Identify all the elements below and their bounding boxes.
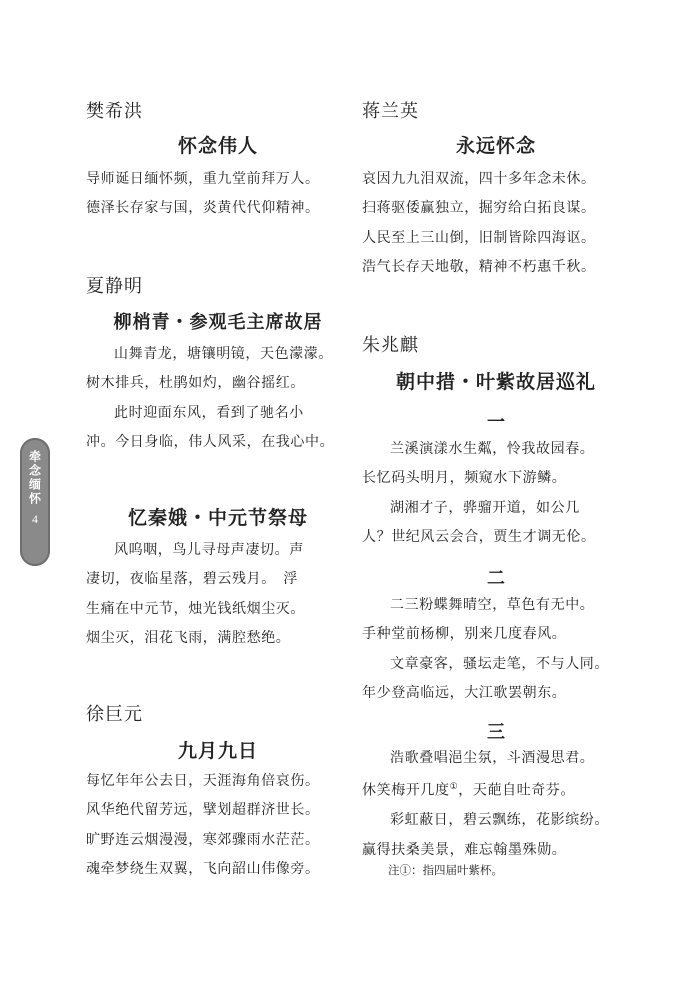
poem-line: 年少登高临远，大江歌罢朝东。 (362, 684, 567, 701)
poem-line: 导师诞日缅怀频，重九堂前拜万人。 (86, 171, 320, 187)
poem-line: 人？世纪风云会合，贾生才调无伦。 (362, 528, 596, 545)
poem-body (362, 744, 609, 865)
poem-line (362, 773, 609, 806)
footnote: 注①：指四届叶紫杯。 (388, 863, 503, 877)
poem-line: 人民至上三山倒，旧制皆除四海讴。 (362, 229, 596, 246)
poem-line: 兰溪演漾水生粼，怜我故园春。 (390, 441, 595, 457)
poem-body (86, 536, 305, 653)
poem-line: 扫蒋驱倭赢独立，掘穷给白拓良谋。 (362, 200, 596, 217)
page-number: 4 (32, 512, 38, 526)
poem-line: 二三粉蝶舞晴空，草色有无中。 (390, 597, 595, 613)
poem-line: 浩气长存天地敬，精神不朽惠千秋。 (362, 258, 596, 275)
poem-line: 赢得扶桑美景，难忘翰墨殊勋。 (362, 841, 567, 858)
poem-line: 长忆码头明月，频窥水下游鳞。 (362, 470, 567, 487)
section-number: 二 (487, 568, 505, 589)
footnote-marker: ① (449, 782, 459, 793)
poem-title: 永远怀念 (455, 135, 536, 157)
poem-body (362, 591, 609, 708)
poem-line: 浩歌叠唱浥尘氛，斗酒漫思君。 (390, 750, 595, 766)
poem-author: 蒋兰英 (362, 101, 419, 122)
chapter-side-tab (20, 438, 50, 566)
poem-line: 树木排兵，杜鹃如灼，幽谷摇红。 (86, 375, 305, 392)
poem-line: 彩虹蔽日，碧云飘练，花影缤纷。 (390, 812, 609, 829)
poem-line: 风华绝代留芳远，擘划超群济世长。 (86, 802, 320, 819)
poem-body (86, 767, 320, 884)
chapter-label: 牵念缅怀 (27, 450, 42, 506)
poem-line-part: 休笑梅开几度 (362, 782, 450, 799)
poem-line: 冲。今日身临，伟人风采，在我心中。 (86, 433, 335, 450)
poem-line: 德泽长存家与国，炎黄代代仰精神。 (86, 200, 320, 217)
poem-author: 徐巨元 (86, 704, 143, 725)
poem-body (362, 435, 596, 552)
poem-line: 文章豪客，骚坛走笔，不与人同。 (390, 655, 609, 672)
poem-line: 哀因九九泪双流，四十多年念未休。 (362, 171, 596, 187)
poem-line-part: ，天葩自吐奇芬。 (458, 782, 576, 799)
poem-line: 手种堂前杨柳，别来几度春风。 (362, 626, 567, 643)
poem-title: 怀念伟人 (177, 135, 258, 157)
poem-title: 九月九日 (177, 740, 258, 762)
poem-line: 魂牵梦绕生双翼，飞向韶山伟像旁。 (86, 860, 320, 877)
poem-line: 山舞青龙，塘镶明镜，天色濛濛。 (114, 346, 333, 362)
poem-body (362, 165, 596, 282)
poem-title: 朝中措・叶紫故居巡礼 (395, 371, 596, 393)
poem-author: 朱兆麒 (362, 335, 419, 356)
poem-line: 湖湘才子，骅骝开道，如公几 (390, 499, 580, 516)
poem-line: 风呜咽，鸟儿寻母声凄切。声 (114, 542, 304, 558)
poem-title: 忆秦娥・中元节祭母 (127, 507, 308, 529)
section-number: 一 (487, 412, 505, 433)
poem-line: 每忆年年公去日，天涯海角倍哀伤。 (86, 773, 320, 789)
poem-body (86, 340, 334, 457)
poem-body (86, 165, 320, 224)
poem-line: 此时迎面东风，看到了驰名小 (114, 404, 304, 421)
poem-author: 夏静明 (86, 276, 143, 297)
poem-line: 烟尘灭，泪花飞雨，满腔愁绝。 (86, 629, 291, 646)
poem-title: 柳梢青・参观毛主席故居 (113, 312, 323, 333)
poem-line: 旷野连云烟漫漫，寒郊骤雨水茫茫。 (86, 831, 320, 848)
section-number: 三 (487, 722, 505, 743)
poem-author: 樊希洪 (86, 101, 143, 122)
poem-line: 生痛在中元节，烛光钱纸烟尘灭。 (86, 600, 305, 617)
poem-line: 凄切，夜临星落，碧云残月。 浮 (86, 571, 298, 588)
